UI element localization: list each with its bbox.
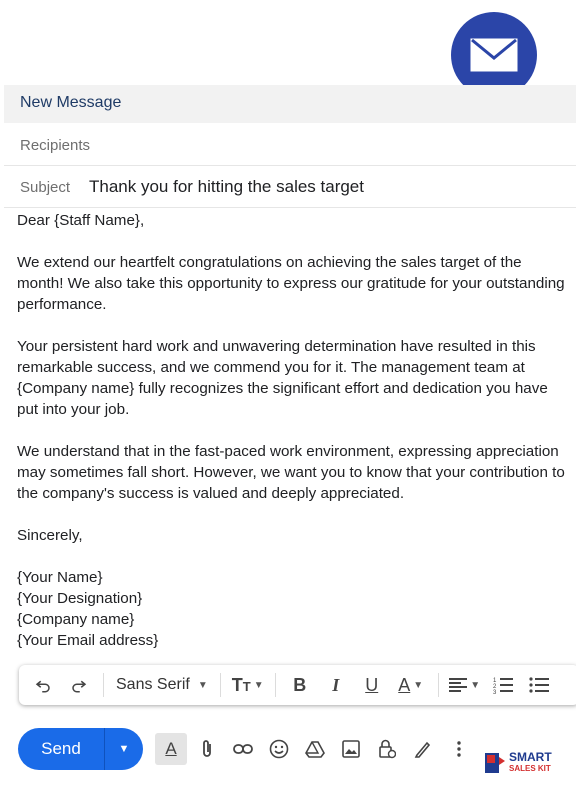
subject-field[interactable] — [4, 167, 576, 208]
send-button-group — [18, 728, 143, 770]
text-size-icon[interactable]: TT ▼ — [231, 674, 264, 695]
align-icon[interactable]: ▼ — [445, 670, 485, 700]
recipients-placeholder: Recipients — [20, 137, 91, 154]
chevron-down-icon: ▼ — [118, 743, 130, 755]
signature-name: {Your Name} — [17, 569, 103, 586]
underline-icon[interactable]: U — [365, 674, 379, 695]
bold-icon[interactable]: B — [293, 674, 307, 695]
greeting: Dear {Staff Name}, — [17, 212, 145, 229]
emoji-icon[interactable] — [261, 731, 297, 767]
send-button[interactable]: Send — [41, 739, 81, 758]
chevron-down-icon: ▼ — [197, 679, 208, 691]
svg-text:3: 3 — [492, 690, 497, 694]
attach-icon[interactable] — [189, 731, 225, 767]
drive-icon[interactable] — [297, 731, 333, 767]
subject-label: Subject — [20, 179, 71, 196]
photo-icon[interactable] — [333, 731, 369, 767]
body-paragraph-1: We extend our heartfelt congratulations on achieving the sales target of the month! We also take this opportunity to express our gratitude for your outstanding performance. — [17, 254, 565, 313]
text-color-icon[interactable]: A ▼ — [398, 674, 424, 695]
recipients-field[interactable] — [4, 125, 576, 166]
bulleted-list-icon[interactable] — [521, 670, 557, 700]
signature-company: {Company name} — [17, 611, 135, 628]
more-options-icon[interactable] — [441, 731, 477, 767]
compose-header — [4, 85, 576, 123]
formatting-options-icon[interactable]: A — [155, 733, 187, 765]
svg-text:2: 2 — [492, 684, 497, 690]
link-icon[interactable] — [225, 731, 261, 767]
compose-title: New Message — [20, 94, 122, 111]
body-paragraph-2: Your persistent hard work and unwavering determination have resulted in this remarkable success, and we commend you for it. The management team at {Company name} fully recognizes the significant effort and dedication you have put into your job. — [17, 338, 548, 418]
signature-email: {Your Email address} — [17, 632, 159, 649]
undo-icon[interactable] — [25, 670, 61, 700]
brand-name-top: SMART — [509, 750, 552, 764]
logo-icon — [484, 751, 506, 775]
svg-text:1: 1 — [492, 678, 497, 684]
brand-logo — [484, 748, 564, 778]
italic-icon[interactable]: I — [332, 674, 340, 695]
signature-designation: {Your Designation} — [17, 590, 143, 607]
redo-icon[interactable] — [61, 670, 97, 700]
subject-value[interactable]: Thank you for hitting the sales target — [89, 177, 364, 196]
font-family-select[interactable] — [110, 670, 214, 700]
font-family-value: Sans Serif — [116, 676, 190, 693]
envelope-icon — [470, 38, 518, 72]
brand-name-bottom: SALES KIT — [509, 764, 551, 773]
message-body[interactable] — [17, 210, 569, 651]
send-options-button[interactable] — [104, 728, 143, 770]
body-paragraph-3: We understand that in the fast-paced work environment, expressing appreciation may sometimes fall short. However, we want you to know that your contribution to the company's success is valued and deeply appreciated. — [17, 443, 565, 502]
formatting-toolbar — [19, 665, 576, 705]
numbered-list-icon[interactable] — [485, 670, 521, 700]
confidential-mode-icon[interactable] — [369, 731, 405, 767]
signature-icon[interactable] — [405, 731, 441, 767]
closing: Sincerely, — [17, 527, 83, 544]
